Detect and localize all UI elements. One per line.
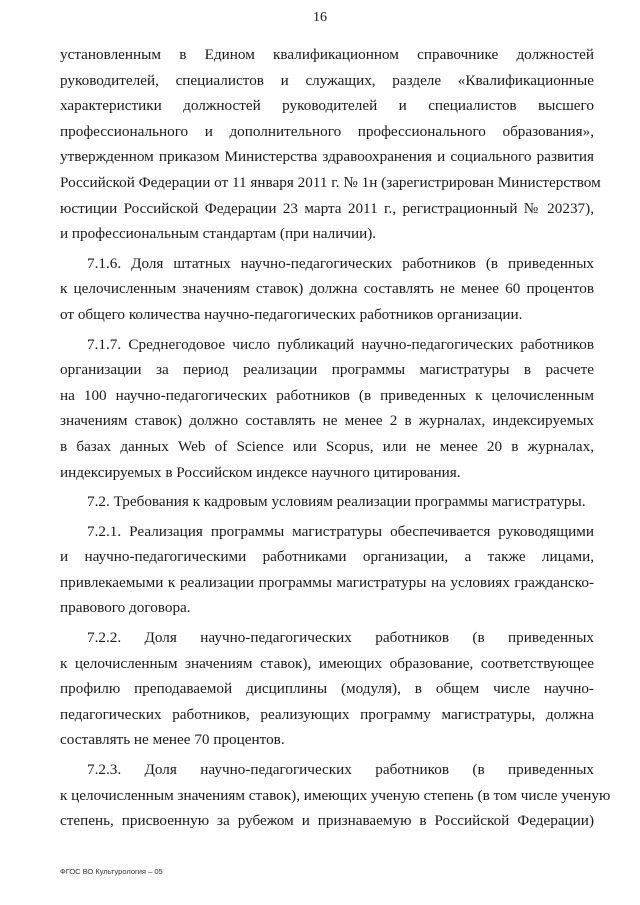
- text-line: педагогических работников, реализующих программу магистратуры, должна: [60, 705, 594, 723]
- text-line: к целочисленным значениям ставок) должна составлять не менее 60 процентов: [60, 280, 594, 298]
- text-line: организации за период реализации программы магистратуры в расчете: [60, 361, 594, 379]
- text-line: индексируемых в Российском индексе научного цитирования.: [60, 463, 461, 481]
- text-line: правового договора.: [60, 599, 191, 617]
- text-line: степень, присвоенную за рубежом и признаваемую в Российской Федерации): [60, 812, 594, 830]
- paragraph: [60, 519, 594, 621]
- text-line: юстиции Российской Федерации 23 марта 2011 г., регистрационный № 20237),: [60, 199, 594, 217]
- text-line: на 100 научно-педагогических работников (в приведенных к целочисленным: [60, 386, 594, 404]
- text-line: в базах данных Web of Science или Scopus, или не менее 20 в журналах,: [60, 437, 594, 455]
- text-line: привлекаемыми к реализации программы магистратуры на условиях гражданско-: [60, 573, 594, 591]
- text-line: 7.1.7. Среднегодовое число публикаций научно-педагогических работников: [87, 335, 594, 353]
- text-line: профилю преподаваемой дисциплины (модуля), в общем числе научно-: [60, 680, 594, 698]
- text-line: профессионального и дополнительного профессионального образования»,: [60, 122, 594, 140]
- document-body: [60, 42, 611, 834]
- text-line: характеристики должностей руководителей и специалистов высшего: [60, 97, 594, 115]
- paragraph: [60, 757, 611, 834]
- text-line: и научно-педагогическими работниками организации, а также лицами,: [60, 548, 594, 566]
- text-line: руководителей, специалистов и служащих, разделе «Квалификационные: [60, 71, 594, 89]
- section-heading: [60, 489, 594, 515]
- text-line: Российской Федерации от 11 января 2011 г. № 1н (зарегистрирован Министерством: [60, 173, 601, 191]
- paragraph: [60, 251, 594, 328]
- paragraph: [60, 332, 594, 486]
- text-line: 7.2.3. Доля научно-педагогических работников (в приведенных: [87, 761, 594, 779]
- page-footer: ФГОС ВО Культурология – 05: [60, 867, 163, 876]
- text-line: установленным в Едином квалификационном справочнике должностей: [60, 46, 594, 63]
- text-line: 7.2. Требования к кадровым условиям реализации программы магистратуры.: [87, 493, 586, 511]
- paragraph: [60, 42, 601, 247]
- text-line: составлять не менее 70 процентов.: [60, 731, 285, 749]
- paragraph: [60, 625, 594, 753]
- page-number: 16: [313, 10, 327, 25]
- text-line: к целочисленным значениям ставок), имеющих образование, соответствующее: [60, 654, 594, 672]
- text-line: и профессиональным стандартам (при наличии).: [60, 225, 377, 243]
- text-line: от общего количества научно-педагогических работников организации.: [60, 305, 523, 323]
- text-line: 7.2.1. Реализация программы магистратуры обеспечивается руководящими: [87, 522, 594, 540]
- text-line: утвержденном приказом Министерства здравоохранения и социального развития: [60, 148, 594, 166]
- text-line: значениям ставок) должно составлять не менее 2 в журналах, индексируемых: [60, 412, 594, 430]
- text-line: к целочисленным значениям ставок), имеющих ученую степень (в том числе ученую: [60, 786, 611, 804]
- text-line: 7.1.6. Доля штатных научно-педагогических работников (в приведенных: [87, 254, 594, 272]
- text-line: 7.2.2. Доля научно-педагогических работников (в приведенных: [87, 629, 594, 647]
